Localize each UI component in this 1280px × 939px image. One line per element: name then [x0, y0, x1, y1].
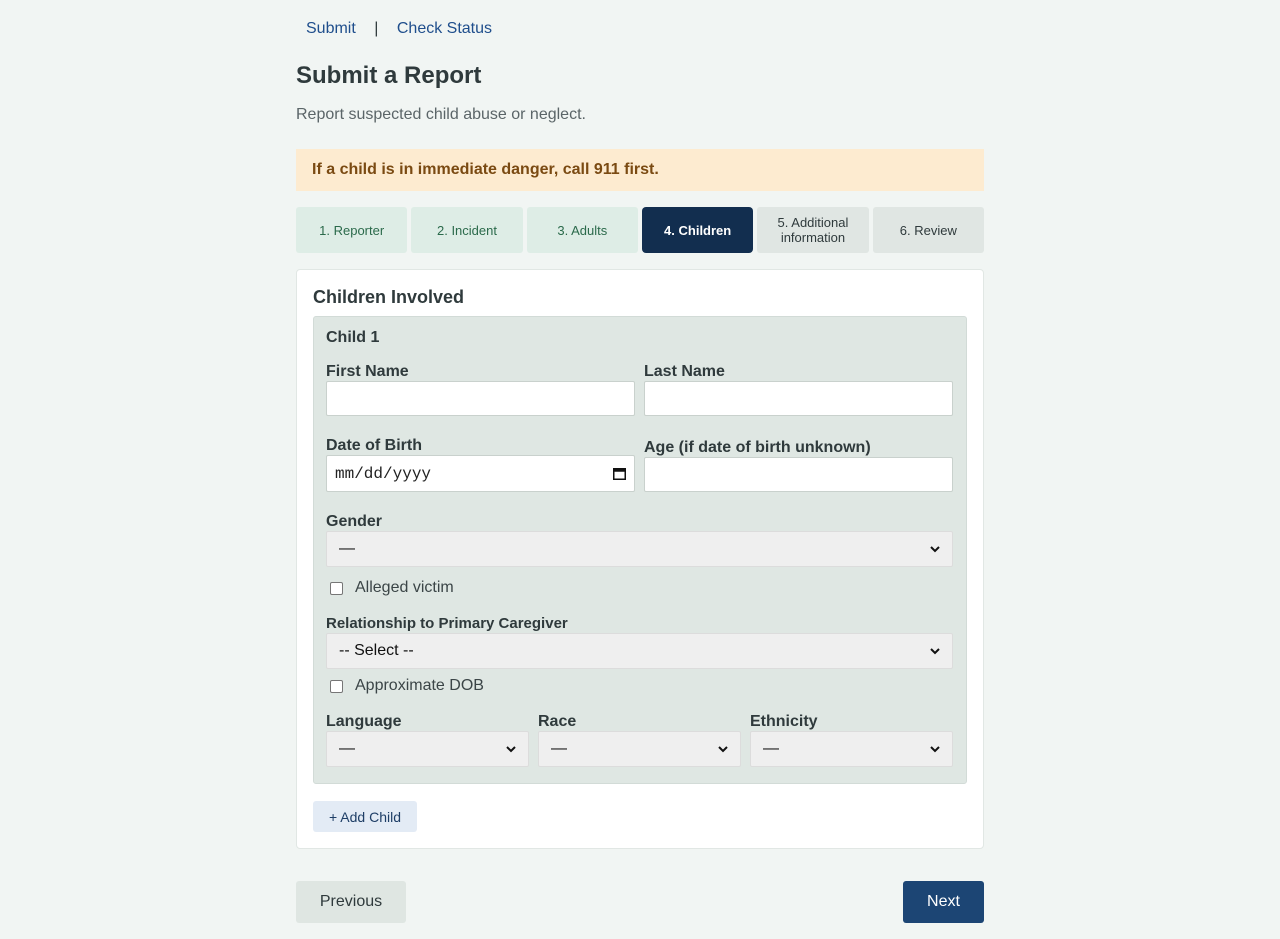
- first-name-label: First Name: [326, 363, 409, 380]
- relationship-select[interactable]: [326, 633, 953, 669]
- race-select[interactable]: [538, 731, 741, 767]
- page-subtitle: Report suspected child abuse or neglect.: [296, 106, 586, 123]
- dob-value: mm/dd/yyyy: [335, 464, 432, 483]
- chevron-down-icon: [930, 746, 940, 753]
- check-status-link[interactable]: Check Status: [396, 20, 493, 37]
- chevron-down-icon: [506, 746, 516, 753]
- relationship-selected: -- Select --: [339, 642, 414, 659]
- step-adults[interactable]: 3. Adults: [527, 207, 638, 253]
- last-name-input[interactable]: [644, 381, 953, 416]
- step-children[interactable]: 4. Children: [642, 207, 753, 253]
- ethnicity-select[interactable]: [750, 731, 953, 767]
- page-title: Submit a Report: [296, 62, 482, 89]
- alleged-victim-row: [326, 579, 454, 597]
- step-review[interactable]: 6. Review: [873, 207, 984, 253]
- next-button[interactable]: Next: [903, 881, 984, 923]
- relationship-label: Relationship to Primary Caregiver: [326, 615, 568, 632]
- ethnicity-selected: —: [763, 740, 779, 757]
- child-heading: Child 1: [326, 329, 380, 346]
- gender-selected: —: [339, 540, 355, 557]
- section-title: Children Involved: [313, 287, 465, 307]
- top-nav: [306, 20, 492, 38]
- last-name-label: Last Name: [644, 363, 725, 380]
- step-incident[interactable]: 2. Incident: [411, 207, 522, 253]
- chevron-down-icon: [718, 746, 728, 753]
- chevron-down-icon: [930, 546, 940, 553]
- approx-dob-label[interactable]: Approximate DOB: [355, 677, 484, 694]
- race-label: Race: [538, 713, 577, 730]
- language-select[interactable]: [326, 731, 529, 767]
- age-input[interactable]: [644, 457, 953, 492]
- gender-select[interactable]: [326, 531, 953, 567]
- approx-dob-checkbox[interactable]: [330, 680, 343, 693]
- language-selected: —: [339, 740, 355, 757]
- age-label: Age (if date of birth unknown): [644, 439, 871, 456]
- danger-alert: If a child is in immediate danger, call 911 first.: [296, 149, 984, 191]
- submit-link[interactable]: Submit: [306, 20, 356, 37]
- children-card: [296, 269, 984, 849]
- alleged-victim-checkbox[interactable]: [330, 582, 343, 595]
- chevron-down-icon: [930, 648, 940, 655]
- calendar-icon[interactable]: [613, 467, 626, 480]
- first-name-input[interactable]: [326, 381, 635, 416]
- child-block: [313, 316, 967, 784]
- ethnicity-label: Ethnicity: [750, 713, 818, 730]
- dob-input[interactable]: [326, 455, 635, 492]
- add-child-button[interactable]: + Add Child: [313, 801, 417, 832]
- dob-label: Date of Birth: [326, 437, 422, 454]
- step-reporter[interactable]: 1. Reporter: [296, 207, 407, 253]
- previous-button[interactable]: Previous: [296, 881, 406, 923]
- step-tabs: [296, 207, 984, 253]
- approx-dob-row: [326, 677, 484, 695]
- alleged-victim-label[interactable]: Alleged victim: [355, 579, 454, 596]
- step-additional-information[interactable]: 5. Additional information: [757, 207, 868, 253]
- race-selected: —: [551, 740, 567, 757]
- gender-label: Gender: [326, 513, 383, 530]
- nav-separator: |: [374, 20, 379, 37]
- language-label: Language: [326, 713, 402, 730]
